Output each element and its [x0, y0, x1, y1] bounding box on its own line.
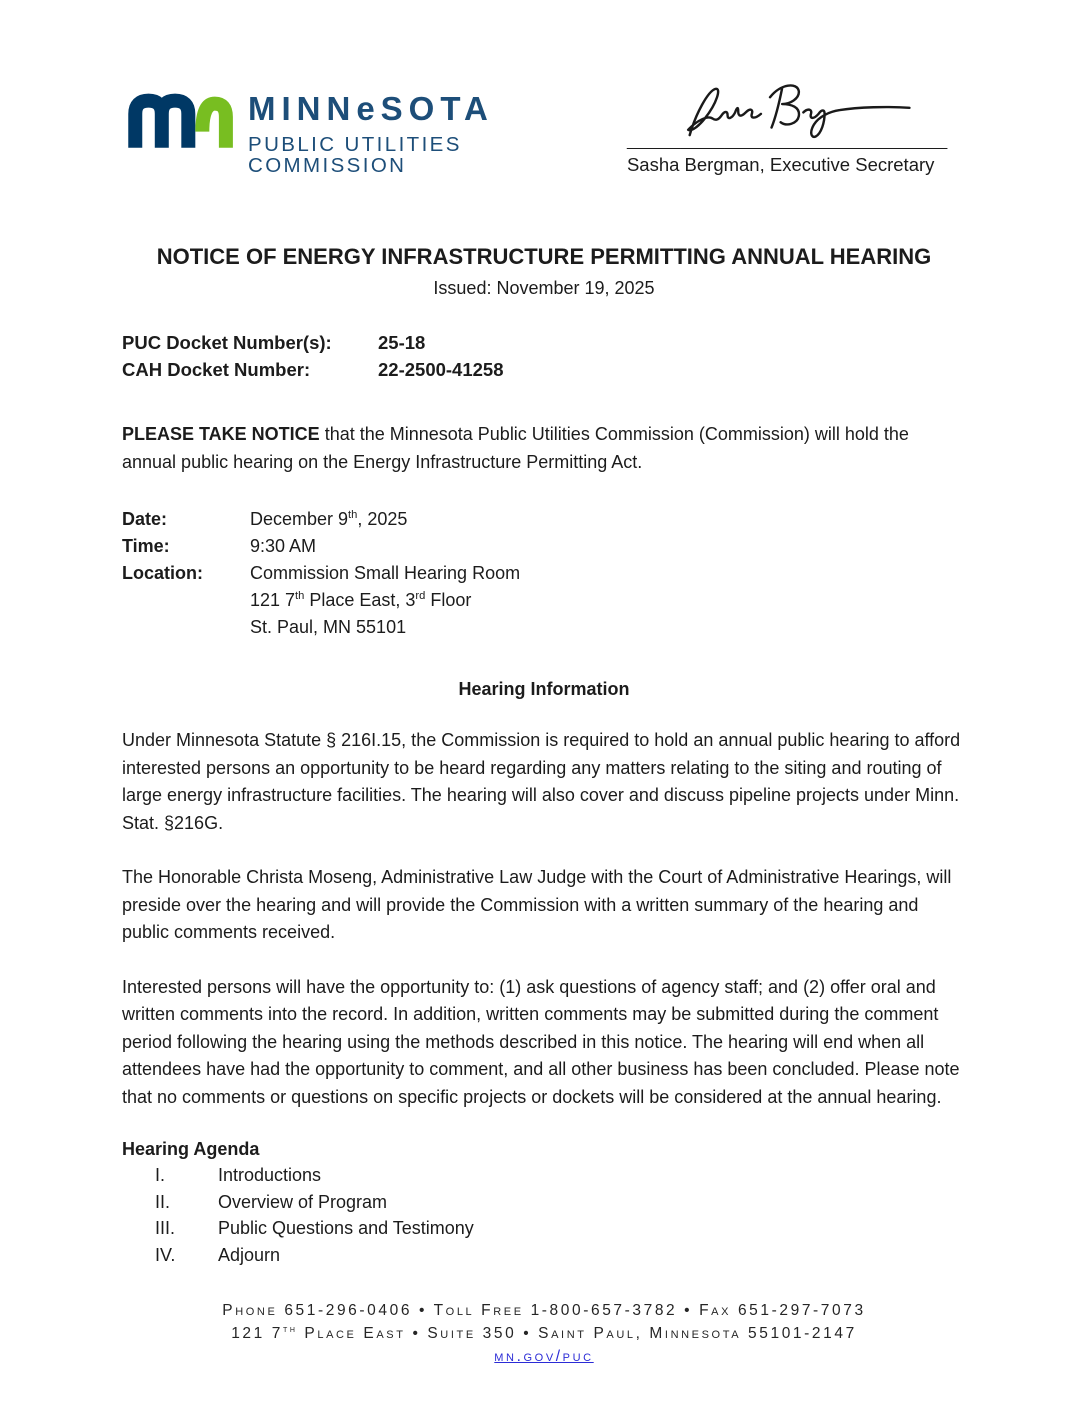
location-city: St. Paul, MN 55101 — [250, 617, 407, 637]
footer-contact-line: Phone 651-296-0406 • Toll Free 1-800-657-3782 • Fax 651-297-7073 — [222, 1302, 866, 1319]
agenda-item-1 — [122, 1162, 966, 1189]
hearing-agenda-heading: Hearing Agenda — [122, 1139, 260, 1159]
agenda-num-1: I. — [155, 1165, 166, 1185]
date-label: Date: — [122, 509, 168, 529]
hearing-information-heading: Hearing Information — [458, 679, 630, 699]
agenda-text-1: Introductions — [218, 1165, 322, 1185]
agenda-item-2 — [122, 1189, 966, 1216]
hearing-info-paragraph-2: The Honorable Christa Moseng, Administrative Law Judge with the Court of Administrative Hearings, will preside over the hearing and will provide the Commission with a written summary of the hearing and public comments received. — [122, 867, 952, 942]
agenda-text-3: Public Questions and Testimony — [218, 1218, 474, 1238]
document-header — [122, 80, 966, 198]
agenda-item-4 — [122, 1242, 966, 1269]
footer-address-line: 121 7th Place East • Suite 350 • Saint Paul, Minnesota 55101-2147 — [231, 1323, 857, 1342]
cah-docket-value: 22-2500-41258 — [378, 359, 504, 380]
puc-logo — [122, 80, 627, 177]
take-notice-paragraph — [122, 421, 966, 476]
location-room: Commission Small Hearing Room — [250, 563, 521, 583]
puc-website-link[interactable]: mn.gov/puc — [494, 1348, 594, 1365]
hearing-info-paragraph-1: Under Minnesota Statute § 216I.15, the Commission is required to hold an annual public hearing to afford interested persons an opportunity to be heard regarding any matters relating to the siting and routing of large energy infrastructure facilities. The hearing will also cover and discuss pipeline projects under Minn. Stat. §216G. — [122, 730, 961, 833]
puc-docket-value: 25-18 — [378, 332, 426, 353]
puc-docket-label: PUC Docket Number(s): — [122, 332, 332, 353]
agenda-num-3: III. — [155, 1218, 176, 1238]
hearing-info-paragraph-3: Interested persons will have the opportunity to: (1) ask questions of agency staff; and (2) offer oral and written comments into the record. In addition, written comments may be submitted during the comment period following the hearing using the methods described in this notice. The hearing will end when all attendees have had the opportunity to comment, and all other business has been concluded. Please note that no comments or questions on specific projects or dockets will be considered at the annual hearing. — [122, 976, 960, 1107]
location-street: 121 7th Place East, 3rd Floor — [250, 590, 472, 610]
time-label: Time: — [122, 536, 170, 556]
docket-row-cah — [122, 356, 966, 383]
signatory-name: Sasha Bergman, Executive Secretary — [626, 154, 935, 175]
date-value: December 9th, 2025 — [250, 509, 408, 529]
brand-subtitle: PUBLIC UTILITIES COMMISSION — [248, 132, 462, 178]
date-ordinal: th — [348, 509, 358, 521]
location-label: Location: — [122, 563, 203, 583]
brand-name: MINNeSOTA — [248, 90, 494, 127]
docket-numbers — [122, 329, 966, 383]
event-details — [122, 506, 966, 641]
agenda-text-2: Overview of Program — [218, 1191, 388, 1212]
mn-logo-icon — [122, 80, 234, 164]
location-value — [250, 560, 520, 641]
time-value: 9:30 AM — [250, 536, 317, 556]
event-date-row — [122, 506, 966, 533]
agenda-num-4: IV. — [155, 1244, 176, 1265]
issued-date: Issued: November 19, 2025 — [433, 278, 655, 298]
signature-block — [627, 76, 966, 176]
notice-title: NOTICE OF ENERGY INFRASTRUCTURE PERMITTING ANNUAL HEARING — [156, 244, 932, 269]
logo-wordmark — [248, 80, 627, 177]
docket-row-puc — [122, 329, 966, 356]
agenda-text-4: Adjourn — [218, 1244, 281, 1265]
cah-docket-label: CAH Docket Number: — [122, 359, 311, 380]
event-location-row — [122, 560, 966, 641]
document-footer — [0, 1299, 1088, 1368]
take-notice-body: that the Minnesota Public Utilities Commission (Commission) will hold the annual public hearing on the Energy Infrastructure Permitting Act. — [122, 424, 909, 472]
event-time-row — [122, 533, 966, 560]
agenda-num-2: II. — [155, 1191, 171, 1212]
agenda-item-3 — [122, 1215, 966, 1242]
take-notice-lead: PLEASE TAKE NOTICE — [122, 424, 320, 444]
agenda-list — [122, 1162, 966, 1268]
signature-rule: ____________________________________ — [626, 133, 948, 150]
